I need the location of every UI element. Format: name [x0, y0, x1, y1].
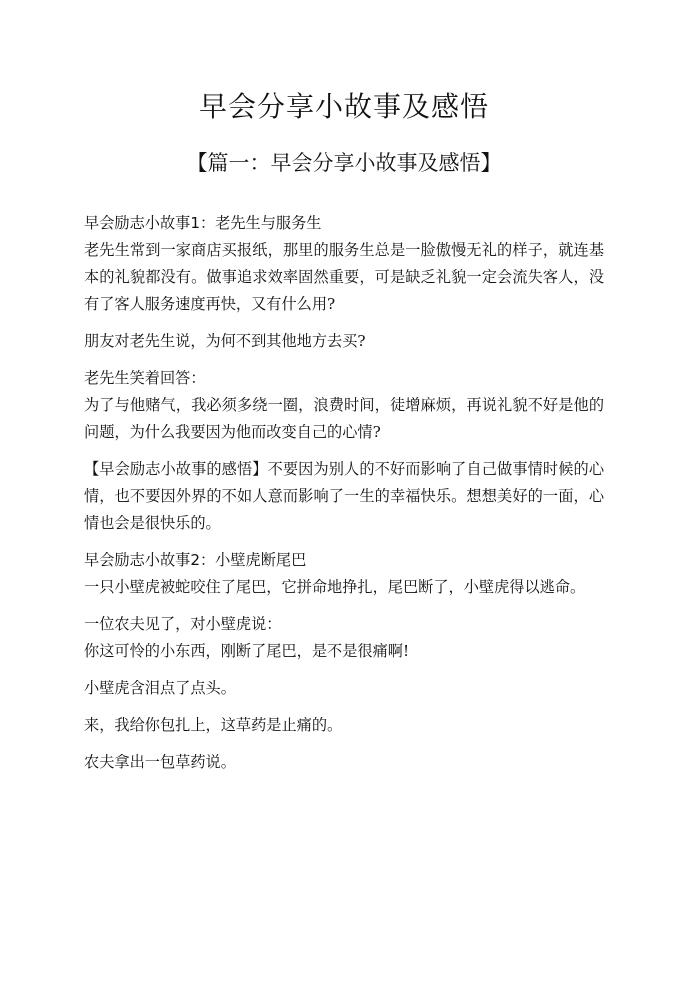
story-heading: 早会励志小故事2：小壁虎断尾巴	[84, 551, 307, 569]
paragraph: 朋友对老先生说，为何不到其他地方去买?	[84, 332, 366, 350]
document-body	[84, 210, 604, 776]
paragraph: 为了与他赌气，我必须多绕一圈，浪费时间，徒增麻烦，再说礼貌不好是他的问题，为什么我要因为他而改变自己的心情?	[84, 396, 604, 441]
paragraph: 你这可怜的小东西，刚断了尾巴，是不是很痛啊!	[84, 642, 410, 660]
story-heading: 早会励志小故事1：老先生与服务生	[84, 214, 322, 232]
paragraph: 小壁虎含泪点了点头。	[84, 679, 236, 697]
insight-paragraph: 【早会励志小故事的感悟】不要因为别人的不好而影响了自己做事情时候的心情，也不要因外界的不如人意而影响了一生的幸福快乐。想想美好的一面，心情也会是很快乐的。	[84, 460, 604, 532]
paragraph: 老先生笑着回答：	[84, 369, 206, 387]
paragraph: 来，我给你包扎上，这草药是止痛的。	[84, 716, 343, 734]
paragraph: 农夫拿出一包草药说。	[84, 753, 236, 771]
paragraph: 一位农夫见了，对小壁虎说：	[84, 615, 282, 633]
document-title: 早会分享小故事及感悟	[198, 90, 489, 123]
paragraph: 一只小壁虎被蛇咬住了尾巴，它拼命地挣扎，尾巴断了，小壁虎得以逃命。	[84, 578, 586, 596]
paragraph: 老先生常到一家商店买报纸，那里的服务生总是一脸傲慢无礼的样子，就连基本的礼貌都没有。做事追求效率固然重要，可是缺乏礼貌一定会流失客人，没有了客人服务速度再快，又有什么用?	[84, 241, 604, 313]
section-title: 【篇一：早会分享小故事及感悟】	[186, 151, 502, 175]
